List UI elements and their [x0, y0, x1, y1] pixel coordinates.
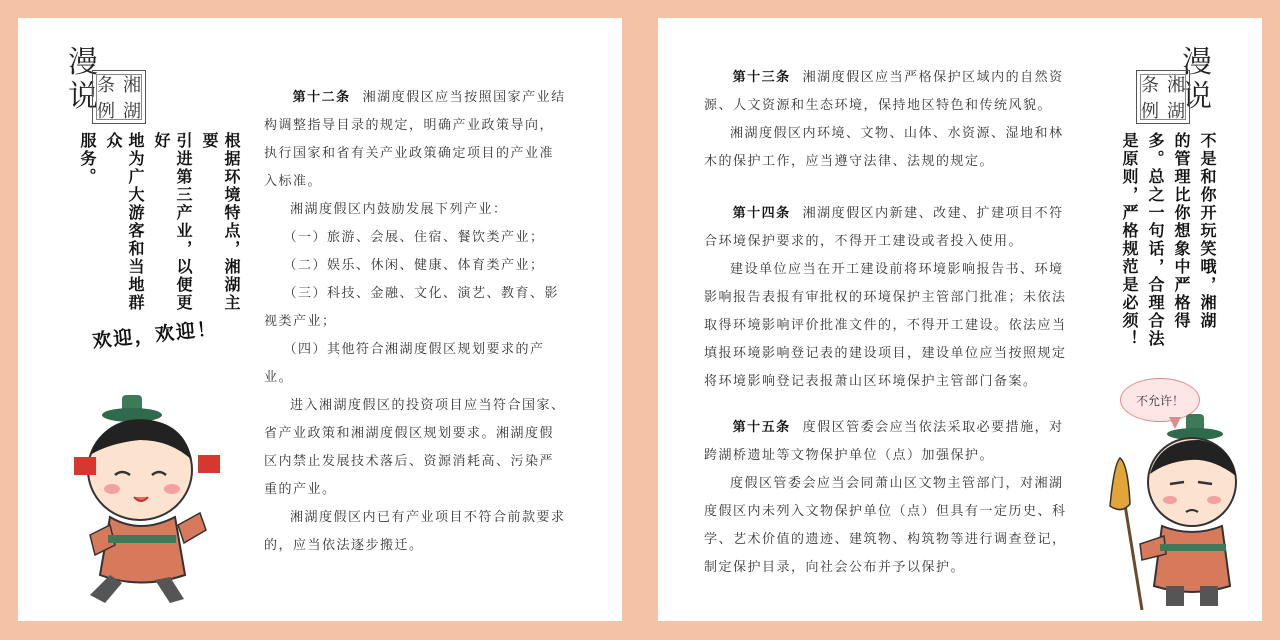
- article-13: [704, 64, 1068, 176]
- side-note-column: 服务。: [78, 132, 97, 186]
- left-side-note: [76, 132, 242, 322]
- seal-char: 湘: [1167, 75, 1185, 96]
- seal-char: 湘: [123, 75, 141, 96]
- side-note-column: 引进第三产业，以便更好: [152, 132, 193, 312]
- article-14-text: 湘湖度假区内新建、改建、扩建项目不符合环境保护要求的，不得开工建设或者投入使用。: [704, 206, 1064, 249]
- article-15-heading: 第十五条: [732, 420, 791, 435]
- side-note-column: 根据环境特点，湘湖主要: [200, 132, 241, 312]
- article-14-para: [704, 200, 1068, 256]
- article-12: [264, 84, 566, 560]
- article-14-para: 建设单位应当在开工建设前将环境影响报告书、环境影响报告表报有审批权的环境保护主管部门批准；未依法取得环境影响评价批准文件的，不得开工建设。依法应当填报环境影响登记表的建设项目，建设单位应当按照规定将环境影响登记表报萧山区环境保护主管部门备案。: [704, 262, 1067, 389]
- right-header-seal: [1136, 70, 1190, 124]
- article-15: [704, 414, 1068, 582]
- article-12-item: （三）科技、金融、文化、演艺、教育、影视类产业；: [264, 286, 560, 329]
- article-12-item: （二）娱乐、休闲、健康、体育类产业；: [283, 258, 545, 273]
- seal-char: 条: [1141, 75, 1159, 96]
- article-12-item: （一）旅游、会展、住宿、餐饮类产业；: [283, 230, 545, 245]
- speech-bubble: 不允许！: [1120, 378, 1200, 422]
- seal-char: 湖: [123, 101, 141, 122]
- right-header-manshuo: 漫说: [1182, 45, 1212, 114]
- side-note-column: 地为广大游客和当地群众: [104, 132, 145, 312]
- cartoon-official-with-spear-icon: [1100, 414, 1240, 610]
- article-14: [704, 200, 1068, 396]
- article-13-para: 湘湖度假区内环境、文物、山体、水资源、湿地和林木的保护工作，应当遵守法律、法规的规定。: [704, 126, 1064, 169]
- seal-char: 例: [1141, 101, 1159, 122]
- article-12-text: 湘湖度假区应当按照国家产业结构调整指导目录的规定，明确产业政策导向，执行国家和省有关产业政策确定项目的产业准入标准。: [264, 90, 566, 189]
- article-12-para: 湘湖度假区内鼓励发展下列产业：: [290, 202, 508, 217]
- article-12-para: 进入湘湖度假区的投资项目应当符合国家、省产业政策和湘湖度假区规划要求。湘湖度假区内禁止发展技术落后、资源消耗高、污染严重的产业。: [264, 398, 566, 497]
- welcome-text: 欢迎，欢迎！: [91, 317, 219, 353]
- article-12-para: 湘湖度假区内已有产业项目不符合前款要求的，应当依法逐步搬迁。: [264, 510, 566, 553]
- article-13-text: 湘湖度假区应当严格保护区域内的自然资源、人文资源和生态环境，保持地区特色和传统风貌。: [704, 70, 1064, 113]
- seal-char: 湖: [1167, 101, 1185, 122]
- article-15-text: 度假区管委会应当依法采取必要措施，对跨湖桥遗址等文物保护单位（点）加强保护。: [704, 420, 1064, 463]
- article-12-heading: 第十二条: [292, 90, 351, 105]
- seal-char: 例: [97, 101, 115, 122]
- article-13-heading: 第十三条: [732, 70, 791, 85]
- article-12-para: [264, 84, 566, 196]
- left-header-manshuo: 漫说: [68, 45, 98, 114]
- side-note-column: 不是和你开玩笑哦，湘湖: [1198, 132, 1217, 330]
- article-15-para: 度假区管委会应当会同萧山区文物主管部门，对湘湖度假区内未列入文物保护单位（点）但具有一定历史、科学、艺术价值的遗迹、建筑物、构筑物等进行调查登记，制定保护目录，向社会公布并予以保护。: [704, 476, 1067, 575]
- left-header-seal: [92, 70, 146, 124]
- article-13-para: [704, 64, 1068, 120]
- article-14-heading: 第十四条: [732, 206, 791, 221]
- side-note-column: 多。总之一句话，合理合法: [1146, 132, 1165, 348]
- right-side-note: [1118, 132, 1218, 354]
- seal-char: 条: [97, 75, 115, 96]
- side-note-column: 的管理比你想象中严格得: [1172, 132, 1191, 330]
- cartoon-official-waving-icon: [60, 385, 230, 610]
- side-note-column: 是原则，严格规范是必须！: [1120, 132, 1139, 348]
- article-15-para: [704, 414, 1068, 470]
- article-12-item: （四）其他符合湘湖度假区规划要求的产业。: [264, 342, 545, 385]
